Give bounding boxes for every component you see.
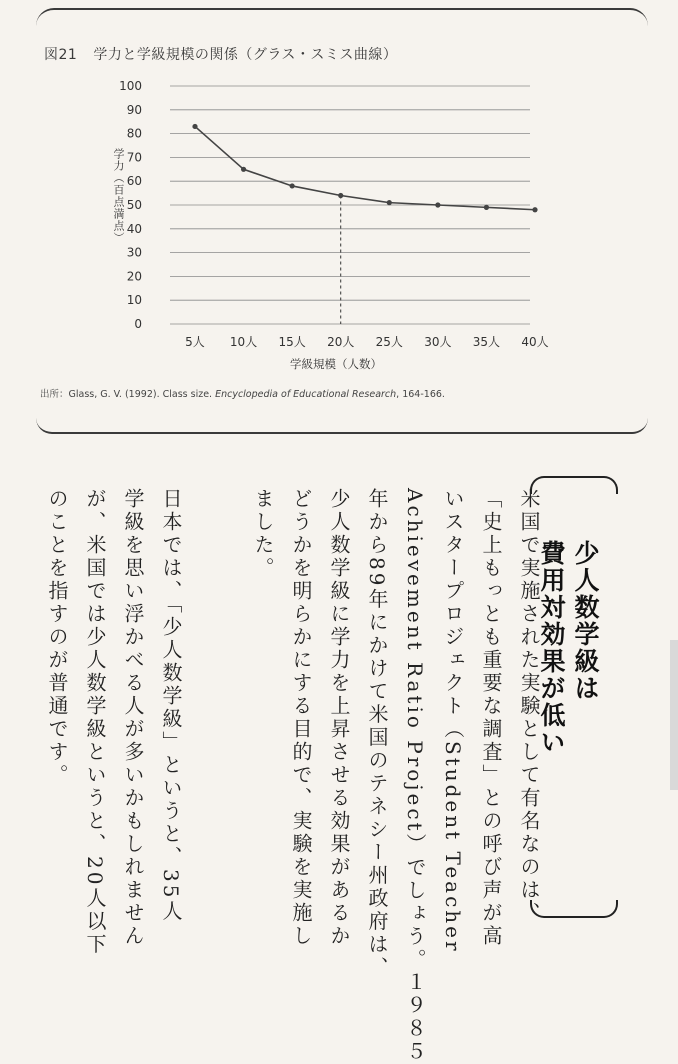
y-tick-label: 80 [126,126,142,141]
y-tick-label: 10 [126,293,142,308]
x-tick-label: 40人 [521,335,549,349]
figure-frame-bottom [36,418,648,434]
text-line: が、米国では少人数学級というと、20人以下 [83,488,107,957]
figure-number: 図21 [44,47,78,63]
paragraph-2 [38,488,190,956]
x-tick-label: 10人 [229,335,258,349]
y-axis-label: 学力（百点満点） [112,148,125,244]
x-tick-label: 35人 [472,335,501,349]
series-line [195,126,535,209]
x-axis-label: 学級規模（人数） [290,357,382,371]
text-line: どうかを明らかにする目的で、実験を実施し [289,488,313,948]
x-tick-label: 25人 [375,335,403,349]
figure-source [40,386,445,400]
data-point [532,207,537,212]
heading-line-2: 費用対効果が低い [537,540,566,756]
figure-caption [44,44,397,64]
text-line: のことを指すのが普通です。 [45,488,69,787]
heading-line-1: 少人数学級は [571,540,600,702]
x-tick-label: 5人 [185,335,205,349]
source-title: Encyclopedia of Educational Research [215,389,397,400]
y-tick-label: 40 [126,221,142,236]
data-point [338,193,343,198]
line-chart [110,76,549,370]
data-point [290,183,295,188]
y-tick-label: 70 [126,150,142,165]
y-tick-label: 0 [134,317,142,331]
text-line: 「史上もっとも重要な調査」との呼び声が高 [479,488,503,948]
text-line: Achievement Ratio Project）でしょう。１９８５ [403,488,427,1064]
x-tick-label: 15人 [278,335,306,349]
x-tick-label: 30人 [424,335,452,349]
y-tick-label: 100 [119,79,142,93]
y-tick-label: 30 [126,245,142,260]
chart-svg [110,76,549,366]
data-point [484,205,489,210]
data-point [241,167,246,172]
y-tick-label: 90 [126,102,142,117]
text-line: 学級を思い浮かべる人が多いかもしれません [121,488,145,948]
text-line: ました。 [251,488,275,580]
text-line: 年から89年にかけて米国のテネシー州政府は、 [365,488,389,980]
data-point [192,124,197,129]
text-line: 日本では、「少人数学級」というと、35人 [159,488,183,924]
paragraph-1 [244,488,548,1064]
text-line: いスタープロジェクト（Student Teacher [441,488,465,954]
source-suffix: , 164-166. [396,389,445,400]
figure-frame-top [36,8,648,28]
source-prefix: 出所：Glass, G. V. (1992). Class size. [40,389,216,400]
figure-title: 学力と学級規模の関係（グラス・スミス曲線） [93,47,398,63]
text-line: 米国で実施された実験として有名なのは、 [517,488,541,925]
page-edge-tab [670,640,678,790]
data-point [435,202,440,207]
x-tick-label: 20人 [327,335,355,349]
y-tick-label: 60 [126,174,142,189]
y-tick-label: 20 [126,269,142,284]
text-line: 少人数学級に学力を上昇させる効果があるか [327,488,351,948]
y-tick-label: 50 [126,198,142,212]
data-point [387,200,392,205]
